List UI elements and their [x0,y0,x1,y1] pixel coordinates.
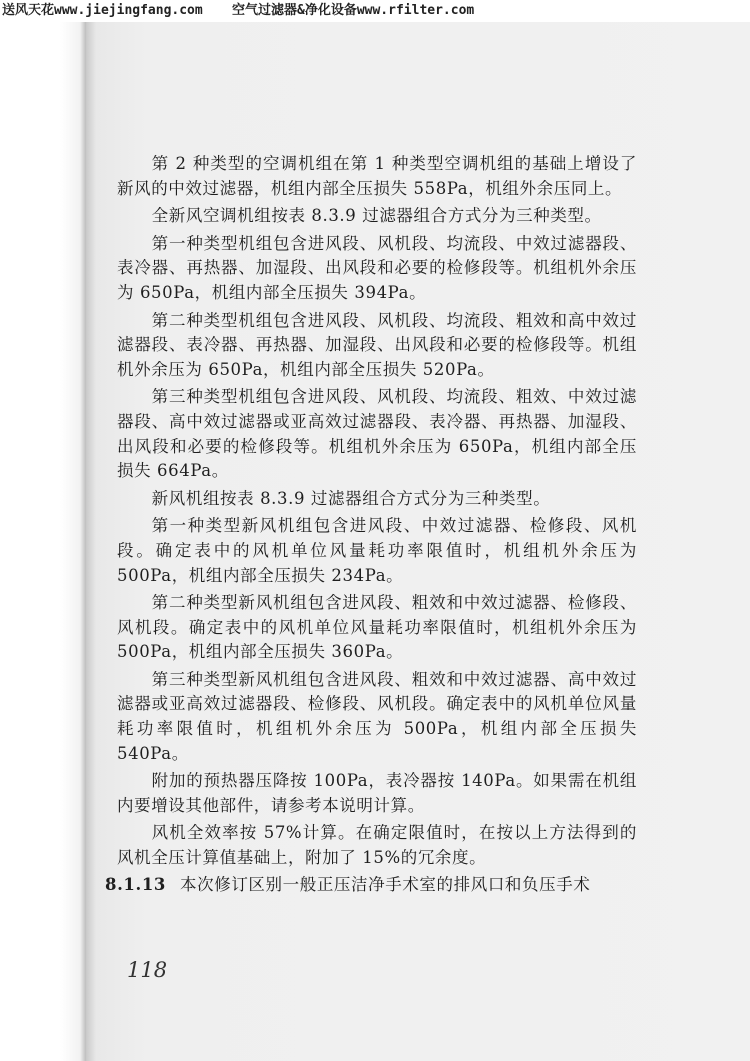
section-heading [105,873,637,898]
section-text: 本次修订区别一般正压洁净手术室的排风口和负压手术 [180,874,591,894]
paragraph: 第三种类型机组包含进风段、风机段、均流段、粗效、中效过滤器段、高中效过滤器或亚高效过滤器段、表冷器、再热器、加湿段、出风段和必要的检修段等。机组机外余压为 650Pa，机组内部全压损失 664Pa。 [117,387,637,481]
paragraph: 第二种类型新风机组包含进风段、粗效和中效过滤器、检修段、风机段。确定表中的风机单位风量耗功率限值时，机组机外余压为 500Pa，机组内部全压损失 360Pa。 [117,593,637,662]
page-body [105,152,637,897]
paragraph: 第三种类型新风机组包含进风段、粗效和中效过滤器、高中效过滤器或亚高效过滤器段、检修段、风机段。确定表中的风机单位风量耗功率限值时，机组机外余压为 500Pa，机组内部全压损失 540Pa。 [117,669,637,763]
section-number: 8.1.13 [105,874,167,894]
paragraph: 第二种类型机组包含进风段、风机段、均流段、粗效和高中效过滤器段、表冷器、再热器、加湿段、出风段和必要的检修段等。机组机外余压为 650Pa，机组内部全压损失 520Pa。 [117,310,637,379]
paragraph: 附加的预热器压降按 100Pa，表冷器按 140Pa。如果需在机组内要增设其他部件，请参考本说明计算。 [117,771,637,815]
paragraph: 第一种类型新风机组包含进风段、中效过滤器、检修段、风机段。确定表中的风机单位风量耗功率限值时，机组机外余压为 500Pa，机组内部全压损失 234Pa。 [117,516,637,585]
paragraph: 第一种类型机组包含进风段、风机段、均流段、中效过滤器段、表冷器、再热器、加湿段、出风段和必要的检修段等。机组机外余压为 650Pa，机组内部全压损失 394Pa。 [117,233,637,302]
paragraph: 风机全效率按 57%计算。在确定限值时，在按以上方法得到的风机全压计算值基础上，附加了 15%的冗余度。 [117,823,637,868]
paragraph: 新风机组按表 8.3.9 过滤器组合方式分为三种类型。 [151,488,551,508]
page-number: 118 [127,958,168,982]
paragraph: 全新风空调机组按表 8.3.9 过滤器组合方式分为三种类型。 [151,206,602,226]
banner-left-text: 送风天花www.jiejingfang.com [2,3,203,18]
banner-right-text: 空气过滤器&净化设备www.rfilter.com [232,3,475,18]
paragraph: 第 2 种类型的空调机组在第 1 种类型空调机组的基础上增设了新风的中效过滤器，机组内部全压损失 558Pa，机组外余压同上。 [117,154,637,198]
scan-margin [0,22,60,1061]
paper-edge [60,22,86,1061]
watermark-banner [0,0,750,22]
